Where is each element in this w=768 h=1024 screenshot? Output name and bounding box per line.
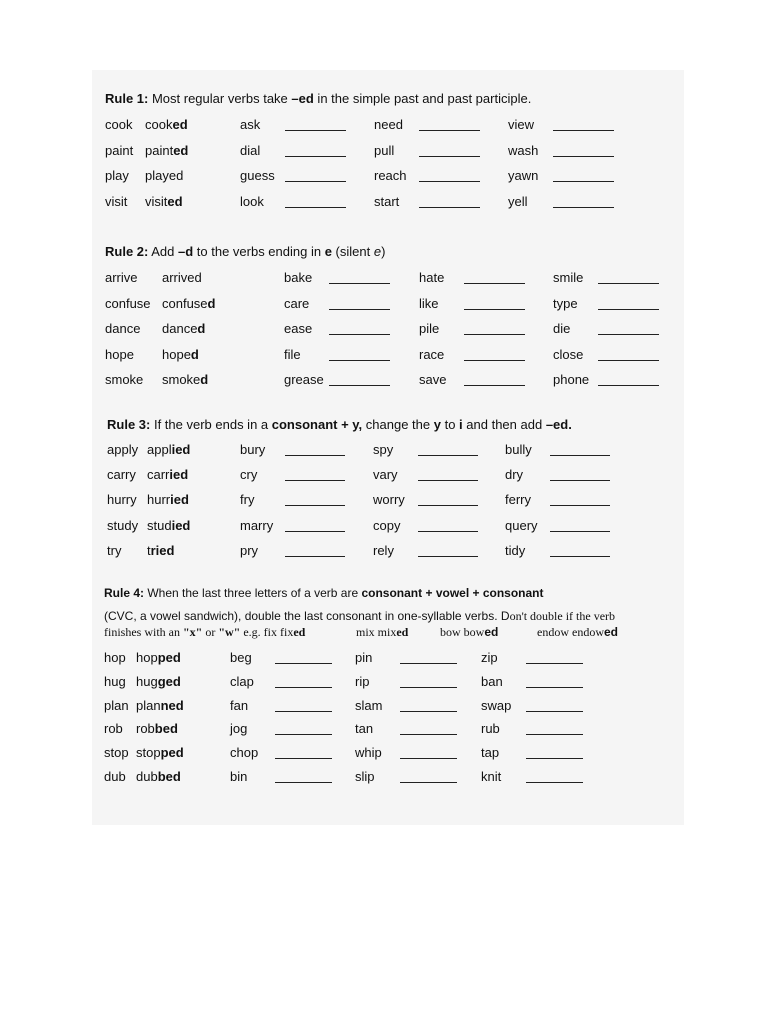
rule3-answer-blank[interactable]	[418, 531, 478, 532]
rule4-example-base: stop	[104, 745, 129, 761]
rule3-example-base: try	[107, 542, 122, 558]
rule4-answer-blank[interactable]	[400, 782, 457, 783]
rule4-answer-blank[interactable]	[275, 687, 332, 688]
rule3-answer-blank[interactable]	[418, 455, 478, 456]
rule4-bow-text: bow bow	[440, 625, 485, 639]
rule4-exercise-verb: swap	[481, 697, 512, 713]
rule3-cons-y: consonant + y,	[271, 417, 363, 432]
rule4-answer-blank[interactable]	[526, 687, 583, 688]
rule3-answer-blank[interactable]	[285, 505, 345, 506]
rule2-answer-blank[interactable]	[598, 283, 659, 284]
rule4-example-base: hop	[104, 650, 126, 665]
rule2-exercise-verb: close	[553, 346, 584, 362]
rule1-exercise-verb: start	[374, 193, 400, 209]
rule4-example-past	[136, 769, 181, 785]
rule3-example-past	[147, 467, 188, 483]
rule2-exercise-verb: type	[553, 295, 578, 311]
rule3-i: i	[459, 417, 463, 432]
rule4-exercise-verb: whip	[355, 745, 382, 761]
rule3-example-base: study	[107, 517, 139, 533]
rule3-example-past	[147, 492, 189, 508]
rule2-text-a: Add	[148, 244, 178, 259]
rule1-example-stem: cook	[145, 117, 173, 132]
rule1-answer-blank[interactable]	[419, 156, 480, 157]
rule3-answer-blank[interactable]	[285, 480, 345, 481]
rule4-exercise-verb: zip	[481, 650, 498, 665]
rule1-answer-blank[interactable]	[419, 181, 480, 182]
rule4-example-stem: hug	[136, 673, 158, 689]
rule2-answer-blank[interactable]	[464, 385, 525, 386]
rule1-example-base: paint	[105, 142, 134, 158]
rule3-answer-blank[interactable]	[550, 556, 610, 557]
rule4-fixed-ed: ed	[293, 625, 306, 639]
rule1-answer-blank[interactable]	[419, 207, 480, 208]
rule4-exercise-verb: ban	[481, 673, 503, 689]
rule3-example-suffix: ied	[171, 517, 191, 533]
rule3-answer-blank[interactable]	[550, 455, 610, 456]
rule4-example-base: hug	[104, 673, 126, 689]
rule2-example-stem: dance	[162, 321, 198, 336]
rule1-example-stem: visit	[145, 193, 168, 209]
rule2-answer-blank[interactable]	[464, 360, 525, 361]
rule2-exercise-verb: die	[553, 321, 571, 336]
rule4-example-past	[136, 698, 184, 714]
rule4-line2-a: (CVC, a vowel sandwich), double the last consonant	[104, 609, 385, 623]
rule3-exercise-verb: query	[505, 517, 538, 533]
rule2-exercise-verb: care	[284, 295, 310, 311]
rule1-answer-blank[interactable]	[553, 207, 614, 208]
rule3-exercise-verb: tidy	[505, 542, 526, 558]
rule2-answer-blank[interactable]	[598, 334, 659, 335]
rule4-example-suffix: ped	[160, 745, 184, 761]
rule4-line3	[104, 625, 305, 640]
rule2-exercise-verb: file	[284, 346, 301, 362]
rule3-exercise-verb: spy	[373, 442, 394, 457]
rule2-example-stem: confuse	[162, 295, 208, 311]
rule1-title	[105, 91, 531, 106]
rule1-example-past	[145, 143, 188, 159]
rule2-answer-blank[interactable]	[464, 309, 525, 310]
rule4-answer-blank[interactable]	[275, 758, 332, 759]
rule1-exercise-verb: pull	[374, 142, 395, 158]
rule4-line2-b: D	[497, 609, 510, 623]
rule4-endow	[537, 625, 618, 640]
rule2-example-base: arrive	[105, 270, 138, 285]
rule3-example-suffix: ried	[150, 542, 175, 558]
rule3-exercise-verb: pry	[240, 542, 259, 558]
rule4-eg: e.g. fix fix	[240, 625, 294, 639]
rule2-example-past	[162, 296, 216, 312]
rule4-exercise-verb: rip	[355, 673, 370, 689]
rule4-exercise-verb: clap	[230, 673, 254, 689]
rule3-answer-blank[interactable]	[285, 455, 345, 456]
rule1-exercise-verb: yawn	[508, 168, 539, 183]
rule2-example-past	[162, 321, 205, 337]
rule4-example-stem: plan	[136, 697, 161, 713]
rule4-answer-blank[interactable]	[400, 734, 457, 735]
rule4-mix-ed: ed	[396, 625, 409, 639]
rule2-text-c: (silent	[331, 244, 374, 259]
rule4-example-suffix: ned	[160, 697, 184, 713]
rule4-exercise-verb: knit	[481, 769, 502, 784]
rule3-answer-blank[interactable]	[550, 505, 610, 506]
rule1-exercise-verb: wash	[508, 142, 539, 158]
rule2-example-suffix: d	[190, 346, 199, 362]
rule3-ed: –ed.	[545, 417, 572, 432]
rule3-example-stem: t	[147, 542, 151, 558]
rule4-exercise-verb: tan	[355, 721, 374, 737]
rule4-exercise-verb: bin	[230, 769, 248, 784]
rule4-bow-ed: ed	[484, 625, 499, 639]
rule1-exercise-verb: guess	[240, 168, 275, 183]
rule2-example-base: confuse	[105, 295, 151, 311]
rule4-endow-text: endow endow	[537, 625, 604, 639]
rule4-line2-em: in one-syllable verbs.	[384, 609, 498, 623]
rule2-exercise-verb: pile	[419, 321, 440, 336]
rule3-exercise-verb: cry	[240, 467, 258, 483]
rule1-answer-blank[interactable]	[285, 156, 346, 157]
rule3-exercise-verb: ferry	[505, 492, 531, 508]
rule3-exercise-verb: copy	[373, 517, 401, 533]
rule4-text-a: When the last three letters of a verb are	[144, 586, 362, 600]
rule1-example-stem: played	[145, 168, 184, 183]
rule4-label: Rule 4:	[104, 586, 145, 600]
rule4-example-suffix: bed	[157, 769, 181, 784]
rule4-example-base: plan	[104, 697, 129, 713]
rule4-mix-text: mix mix	[356, 625, 397, 639]
rule2-answer-blank[interactable]	[464, 283, 525, 284]
rule3-title	[107, 417, 572, 432]
rule2-answer-blank[interactable]	[598, 385, 659, 386]
rule4-answer-blank[interactable]	[275, 734, 332, 735]
rule1-exercise-verb: need	[374, 117, 403, 132]
rule4-answer-blank[interactable]	[526, 663, 583, 664]
rule3-exercise-verb: rely	[373, 542, 394, 558]
rule2-example-suffix: d	[197, 321, 206, 336]
rule4-line3-a: finishes with an	[104, 625, 183, 639]
rule4-answer-blank[interactable]	[275, 782, 332, 783]
rule4-cvc: consonant + vowel + consonant	[361, 586, 544, 600]
rule3-example-suffix: ied	[170, 492, 189, 508]
rule4-answer-blank[interactable]	[275, 663, 332, 664]
rule3-example-stem: stud	[147, 517, 172, 533]
rule1-ed: –ed	[291, 91, 314, 106]
rule3-answer-blank[interactable]	[550, 531, 610, 532]
rule3-exercise-verb: bully	[505, 442, 532, 457]
rule2-example-stem: smoke	[162, 372, 201, 387]
rule4-mix	[356, 625, 408, 640]
rule4-example-base: rob	[104, 721, 123, 737]
rule4-or: or	[202, 625, 219, 639]
rule3-example-past	[147, 442, 190, 458]
rule4-example-stem: stop	[136, 745, 161, 761]
rule4-answer-blank[interactable]	[526, 711, 583, 712]
rule2-example-base: hope	[105, 346, 134, 362]
rule3-example-base: apply	[107, 442, 139, 457]
rule3-text-b: change the	[362, 417, 434, 432]
rule2-exercise-verb: ease	[284, 321, 313, 336]
rule4-answer-blank[interactable]	[526, 758, 583, 759]
rule4-exercise-verb: beg	[230, 650, 252, 665]
rule3-text-d: and then add	[462, 417, 546, 432]
rule4-example-past	[136, 674, 181, 690]
rule3-answer-blank[interactable]	[418, 505, 478, 506]
rule4-line2	[104, 609, 615, 624]
rule3-example-stem: appl	[147, 442, 172, 457]
rule2-answer-blank[interactable]	[329, 334, 390, 335]
rule3-y: y	[433, 417, 441, 432]
rule3-label: Rule 3:	[107, 417, 151, 432]
rule3-text-a: If the verb ends in a	[150, 417, 272, 432]
rule2-answer-blank[interactable]	[598, 360, 659, 361]
rule2-text-b: to the verbs ending in	[193, 244, 325, 259]
rule4-answer-blank[interactable]	[526, 782, 583, 783]
rule2-text-d: )	[381, 244, 386, 259]
rule4-exercise-verb: slam	[355, 697, 383, 713]
rule3-example-stem: hurr	[147, 492, 171, 508]
rule2-answer-blank[interactable]	[598, 309, 659, 310]
rule2-example-base: smoke	[105, 372, 144, 387]
rule3-example-suffix: ied	[169, 467, 189, 483]
rule4-endow-ed: ed	[603, 625, 618, 639]
rule1-example-suffix: ed	[173, 142, 189, 158]
rule3-exercise-verb: bury	[240, 442, 266, 457]
rule4-example-stem: hop	[136, 650, 158, 665]
rule4-example-stem: dub	[136, 769, 158, 784]
rule2-exercise-verb: smile	[553, 270, 584, 285]
rule4-x: "x"	[183, 625, 203, 639]
rule2-exercise-verb: race	[419, 346, 445, 362]
rule4-example-suffix: bed	[154, 721, 178, 737]
rule4-answer-blank[interactable]	[526, 734, 583, 735]
rule4-exercise-verb: slip	[355, 769, 375, 784]
rule3-answer-blank[interactable]	[418, 556, 478, 557]
rule4-exercise-verb: chop	[230, 745, 259, 761]
rule1-answer-blank[interactable]	[285, 130, 346, 131]
rule4-example-past	[136, 745, 184, 761]
rule3-exercise-verb: worry	[373, 492, 405, 508]
rule2-example-base: dance	[105, 321, 141, 336]
rule1-example-past	[145, 194, 183, 210]
rule1-label: Rule 1:	[105, 91, 149, 106]
rule4-exercise-verb: rub	[481, 721, 500, 737]
rule4-exercise-verb: fan	[230, 697, 249, 713]
rule3-example-stem: carr	[147, 467, 170, 483]
rule2-label: Rule 2:	[105, 244, 149, 259]
rule1-answer-blank[interactable]	[419, 130, 480, 131]
rule2-exercise-verb: phone	[553, 372, 590, 387]
rule2-d: –d	[177, 244, 194, 259]
rule4-example-suffix: ged	[157, 673, 181, 689]
rule2-example-suffix: d	[207, 295, 216, 311]
rule1-example-past	[145, 117, 188, 133]
rule4-example-past	[136, 650, 181, 666]
rule3-answer-blank[interactable]	[550, 480, 610, 481]
rule3-answer-blank[interactable]	[285, 531, 345, 532]
rule2-answer-blank[interactable]	[464, 334, 525, 335]
rule4-answer-blank[interactable]	[275, 711, 332, 712]
rule1-answer-blank[interactable]	[553, 156, 614, 157]
rule3-example-base: hurry	[107, 492, 137, 508]
rule2-example-past	[162, 347, 199, 363]
rule3-exercise-verb: marry	[240, 517, 274, 533]
rule4-example-stem: rob	[136, 721, 155, 737]
rule1-example-stem: paint	[145, 142, 174, 158]
rule1-exercise-verb: view	[508, 117, 535, 132]
rule1-example-base: cook	[105, 117, 133, 132]
rule2-example-suffix: d	[200, 372, 209, 387]
rule4-line2-c: on't double if the verb	[509, 609, 616, 623]
rule1-exercise-verb: ask	[240, 117, 261, 132]
rule3-example-past	[147, 543, 174, 559]
rule1-answer-blank[interactable]	[285, 207, 346, 208]
rule1-answer-blank[interactable]	[553, 181, 614, 182]
rule4-example-suffix: ped	[157, 650, 181, 665]
rule3-example-past	[147, 518, 190, 534]
rule2-example-stem: arrived	[162, 270, 202, 285]
rule2-example-past	[162, 270, 202, 286]
rule1-answer-blank[interactable]	[285, 181, 346, 182]
rule1-exercise-verb: yell	[508, 193, 528, 209]
rule2-exercise-verb: like	[419, 295, 439, 311]
rule1-exercise-verb: dial	[240, 142, 261, 158]
rule4-example-past	[136, 721, 178, 737]
rule4-answer-blank[interactable]	[400, 687, 457, 688]
rule1-text-a: Most regular verbs take	[148, 91, 292, 106]
rule3-example-suffix: ied	[171, 442, 191, 457]
rule4-title	[104, 586, 544, 600]
rule2-exercise-verb: save	[419, 372, 447, 387]
rule1-example-past	[145, 168, 183, 184]
rule1-text-b: in the simple past and past participle.	[313, 91, 532, 106]
rule2-example-stem: hope	[162, 346, 191, 362]
rule4-answer-blank[interactable]	[400, 663, 457, 664]
rule4-bow	[440, 625, 498, 640]
rule1-example-suffix: ed	[167, 193, 183, 209]
rule2-exercise-verb: grease	[284, 372, 324, 387]
rule3-exercise-verb: fry	[240, 492, 255, 508]
rule3-text-c: to	[440, 417, 460, 432]
rule4-exercise-verb: jog	[230, 721, 248, 737]
rule3-answer-blank[interactable]	[285, 556, 345, 557]
rule1-answer-blank[interactable]	[553, 130, 614, 131]
rule2-e-italic: e	[373, 244, 382, 259]
rule2-e: e	[324, 244, 332, 259]
rule1-example-base: visit	[105, 193, 128, 209]
rule4-exercise-verb: pin	[355, 650, 373, 665]
rule1-exercise-verb: reach	[374, 168, 407, 183]
rule3-example-base: carry	[107, 467, 136, 483]
rule4-w: "w"	[218, 625, 241, 639]
rule2-answer-blank[interactable]	[329, 360, 390, 361]
rule1-exercise-verb: look	[240, 193, 264, 209]
rule2-title	[105, 244, 385, 259]
rule3-answer-blank[interactable]	[418, 480, 478, 481]
rule2-answer-blank[interactable]	[329, 309, 390, 310]
rule3-exercise-verb: dry	[505, 467, 524, 483]
rule2-exercise-verb: bake	[284, 270, 313, 285]
rule4-example-base: dub	[104, 769, 126, 784]
rule2-example-past	[162, 372, 208, 388]
rule3-exercise-verb: vary	[373, 467, 398, 483]
rule1-example-base: play	[105, 168, 129, 183]
rule4-answer-blank[interactable]	[400, 758, 457, 759]
rule2-answer-blank[interactable]	[329, 385, 390, 386]
rule4-answer-blank[interactable]	[400, 711, 457, 712]
rule1-example-suffix: ed	[172, 117, 188, 132]
rule2-exercise-verb: hate	[419, 270, 445, 285]
rule4-exercise-verb: tap	[481, 745, 500, 761]
rule2-answer-blank[interactable]	[329, 283, 390, 284]
